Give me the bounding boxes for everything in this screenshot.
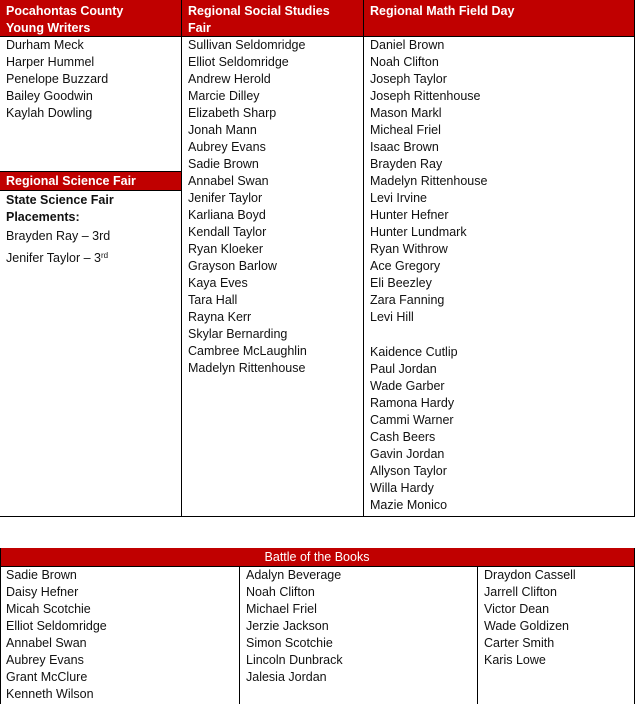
- student-name: Andrew Herold: [188, 72, 271, 86]
- young-writers-title: Young Writers: [6, 21, 91, 35]
- battle-of-books-table: [0, 548, 634, 704]
- student-name: Noah Clifton: [370, 55, 439, 69]
- student-name: Jalesia Jordan: [246, 670, 327, 684]
- student-name: Isaac Brown: [370, 140, 439, 154]
- student-name: Marcie Dilley: [188, 89, 260, 103]
- books-list-2: [240, 567, 477, 686]
- student-name: Ryan Withrow: [370, 242, 448, 256]
- placement-item: [0, 246, 181, 266]
- student-name: Draydon Cassell: [484, 568, 576, 582]
- student-name: Noah Clifton: [246, 585, 315, 599]
- books-list-1: [0, 567, 239, 703]
- state-placements-line: State Science Fair: [6, 193, 114, 207]
- table-border-right: [634, 0, 635, 516]
- student-name: Kendall Taylor: [188, 225, 267, 239]
- student-name: Daniel Brown: [370, 38, 445, 52]
- student-name: Micheal Friel: [370, 123, 441, 137]
- student-name: Aubrey Evans: [6, 653, 84, 667]
- student-name: Levi Irvine: [370, 191, 427, 205]
- student-name: Madelyn Rittenhouse: [370, 174, 488, 188]
- social-studies-title: Fair: [188, 21, 211, 35]
- student-name: Allyson Taylor: [370, 464, 447, 478]
- math-field-day-title: Regional Math Field Day: [370, 4, 515, 18]
- student-name: Elliot Seldomridge: [188, 55, 289, 69]
- books-column-1: [0, 567, 239, 703]
- student-name: Wade Garber: [370, 379, 445, 393]
- student-name: Jarrell Clifton: [484, 585, 557, 599]
- student-name: Elizabeth Sharp: [188, 106, 277, 120]
- student-name: Gavin Jordan: [370, 447, 445, 461]
- student-name: Willa Hardy: [370, 481, 434, 495]
- student-name: Levi Hill: [370, 310, 414, 324]
- student-name: Ryan Kloeker: [188, 242, 264, 256]
- placement-text: Jenifer Taylor – 3: [6, 251, 101, 265]
- student-name: Daisy Hefner: [6, 585, 79, 599]
- student-name: Rayna Kerr: [188, 310, 252, 324]
- young-writers-section: [0, 0, 181, 122]
- student-name: Kaidence Cutlip: [370, 345, 458, 359]
- table-border-right: [634, 548, 635, 704]
- ordinal-suffix: rd: [100, 251, 109, 260]
- student-name: Hunter Hefner: [370, 208, 449, 222]
- social-studies-title: Regional Social Studies: [188, 4, 330, 18]
- student-name: Adalyn Beverage: [246, 568, 342, 582]
- student-name: Jonah Mann: [188, 123, 257, 137]
- student-name: Annabel Swan: [6, 636, 87, 650]
- student-name: Cambree McLaughlin: [188, 344, 307, 358]
- student-name: Grant McClure: [6, 670, 88, 684]
- math-field-day-section: [364, 0, 634, 514]
- state-placements-line: Placements:: [6, 210, 80, 224]
- student-name: Bailey Goodwin: [6, 89, 93, 103]
- student-name: Tara Hall: [188, 293, 238, 307]
- student-name: Jerzie Jackson: [246, 619, 329, 633]
- student-name: Eli Beezley: [370, 276, 432, 290]
- student-name: Brayden Ray: [370, 157, 443, 171]
- student-name: Durham Meck: [6, 38, 84, 52]
- math-list-group-2: [364, 343, 634, 514]
- student-name: Simon Scotchie: [246, 636, 333, 650]
- student-name: Harper Hummel: [6, 55, 95, 69]
- social-studies-list: [182, 36, 363, 377]
- books-list-3: [478, 567, 634, 669]
- student-name: Madelyn Rittenhouse: [188, 361, 306, 375]
- student-name: Grayson Barlow: [188, 259, 277, 273]
- student-name: Cash Beers: [370, 430, 436, 444]
- books-column-2: [240, 567, 477, 686]
- student-name: Sullivan Seldomridge: [188, 38, 306, 52]
- student-name: Penelope Buzzard: [6, 72, 109, 86]
- student-name: Sadie Brown: [6, 568, 77, 582]
- student-name: Aubrey Evans: [188, 140, 266, 154]
- books-column-3: [478, 567, 634, 669]
- state-placements-heading: [0, 192, 181, 226]
- student-name: Sadie Brown: [188, 157, 259, 171]
- student-name: Kaylah Dowling: [6, 106, 93, 120]
- student-name: Karis Lowe: [484, 653, 546, 667]
- math-list-group-1: [364, 36, 634, 326]
- student-name: Kenneth Wilson: [6, 687, 94, 701]
- student-name: Victor Dean: [484, 602, 550, 616]
- social-studies-header: [182, 0, 363, 36]
- battle-of-books-header: Battle of the Books: [0, 548, 634, 566]
- student-name: Kaya Eves: [188, 276, 248, 290]
- student-name: Mason Markl: [370, 106, 442, 120]
- young-writers-title: Pocahontas County: [6, 4, 124, 18]
- student-name: Micah Scotchie: [6, 602, 91, 616]
- student-name: Ace Gregory: [370, 259, 441, 273]
- student-name: Michael Friel: [246, 602, 317, 616]
- young-writers-list: [0, 36, 181, 122]
- social-studies-section: [182, 0, 363, 377]
- young-writers-header: [0, 0, 181, 36]
- student-name: Skylar Bernarding: [188, 327, 288, 341]
- student-name: Annabel Swan: [188, 174, 269, 188]
- student-name: Lincoln Dunbrack: [246, 653, 343, 667]
- student-name: Joseph Rittenhouse: [370, 89, 481, 103]
- student-name: Zara Fanning: [370, 293, 445, 307]
- student-name: Cammi Warner: [370, 413, 454, 427]
- student-name: Hunter Lundmark: [370, 225, 467, 239]
- placement-item: Brayden Ray – 3rd: [6, 229, 111, 243]
- student-name: Karliana Boyd: [188, 208, 266, 222]
- math-field-day-header: [364, 0, 634, 36]
- student-name: Ramona Hardy: [370, 396, 455, 410]
- student-name: Paul Jordan: [370, 362, 437, 376]
- student-name: Mazie Monico: [370, 498, 448, 512]
- science-fair-section: [0, 172, 181, 266]
- table-border-bottom: [0, 516, 635, 517]
- student-name: Joseph Taylor: [370, 72, 447, 86]
- student-name: Carter Smith: [484, 636, 555, 650]
- science-fair-header: Regional Science Fair: [0, 172, 181, 190]
- student-name: Elliot Seldomridge: [6, 619, 107, 633]
- student-name: Jenifer Taylor: [188, 191, 263, 205]
- student-name: Wade Goldizen: [484, 619, 569, 633]
